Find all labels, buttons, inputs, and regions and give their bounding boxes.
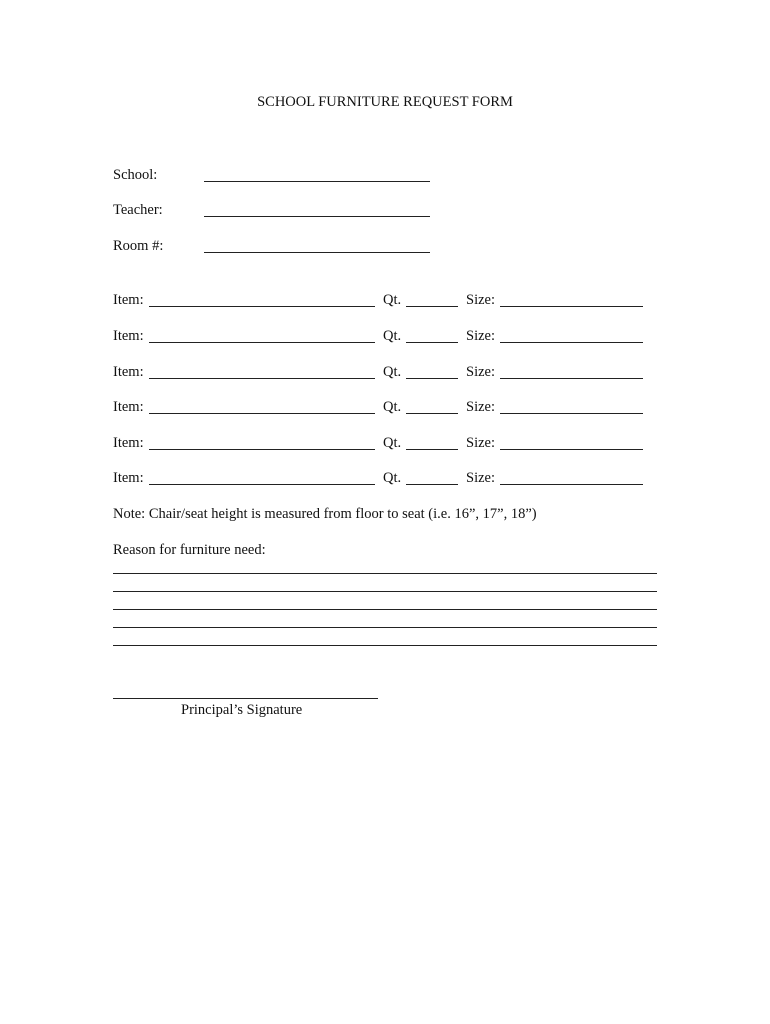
room-input-line[interactable] <box>204 252 430 253</box>
qty-label: Qt. <box>383 364 402 380</box>
reason-line[interactable] <box>113 573 657 574</box>
reason-line[interactable] <box>113 591 657 592</box>
qty-input-line[interactable] <box>406 449 458 450</box>
size-label: Size: <box>466 470 495 486</box>
item-input-line[interactable] <box>149 306 375 307</box>
qty-label: Qt. <box>383 470 402 486</box>
size-label: Size: <box>466 435 495 451</box>
size-label: Size: <box>466 399 495 415</box>
qty-input-line[interactable] <box>406 342 458 343</box>
signature-label: Principal’s Signature <box>181 702 303 718</box>
signature-line[interactable] <box>113 698 378 699</box>
size-label: Size: <box>466 328 495 344</box>
qty-label: Qt. <box>383 328 402 344</box>
teacher-input-line[interactable] <box>204 216 430 217</box>
item-input-line[interactable] <box>149 342 375 343</box>
size-input-line[interactable] <box>500 378 643 379</box>
size-input-line[interactable] <box>500 342 643 343</box>
item-input-line[interactable] <box>149 378 375 379</box>
item-label: Item: <box>113 292 144 308</box>
room-label: Room #: <box>113 238 164 254</box>
qty-label: Qt. <box>383 292 402 308</box>
form-title: SCHOOL FURNITURE REQUEST FORM <box>257 94 513 110</box>
qty-label: Qt. <box>383 399 402 415</box>
reason-line[interactable] <box>113 645 657 646</box>
item-label: Item: <box>113 435 144 451</box>
size-input-line[interactable] <box>500 449 643 450</box>
size-input-line[interactable] <box>500 484 643 485</box>
qty-input-line[interactable] <box>406 306 458 307</box>
item-input-line[interactable] <box>149 449 375 450</box>
item-input-line[interactable] <box>149 413 375 414</box>
size-input-line[interactable] <box>500 306 643 307</box>
school-input-line[interactable] <box>204 181 430 182</box>
teacher-label: Teacher: <box>113 202 163 218</box>
item-label: Item: <box>113 328 144 344</box>
reason-label: Reason for furniture need: <box>113 542 266 558</box>
qty-input-line[interactable] <box>406 378 458 379</box>
school-label: School: <box>113 167 158 183</box>
qty-input-line[interactable] <box>406 484 458 485</box>
qty-input-line[interactable] <box>406 413 458 414</box>
item-input-line[interactable] <box>149 484 375 485</box>
size-label: Size: <box>466 364 495 380</box>
reason-line[interactable] <box>113 609 657 610</box>
reason-line[interactable] <box>113 627 657 628</box>
item-label: Item: <box>113 364 144 380</box>
size-label: Size: <box>466 292 495 308</box>
item-label: Item: <box>113 399 144 415</box>
note-text: Note: Chair/seat height is measured from floor to seat (i.e. 16”, 17”, 18”) <box>113 506 537 522</box>
size-input-line[interactable] <box>500 413 643 414</box>
item-label: Item: <box>113 470 144 486</box>
qty-label: Qt. <box>383 435 402 451</box>
